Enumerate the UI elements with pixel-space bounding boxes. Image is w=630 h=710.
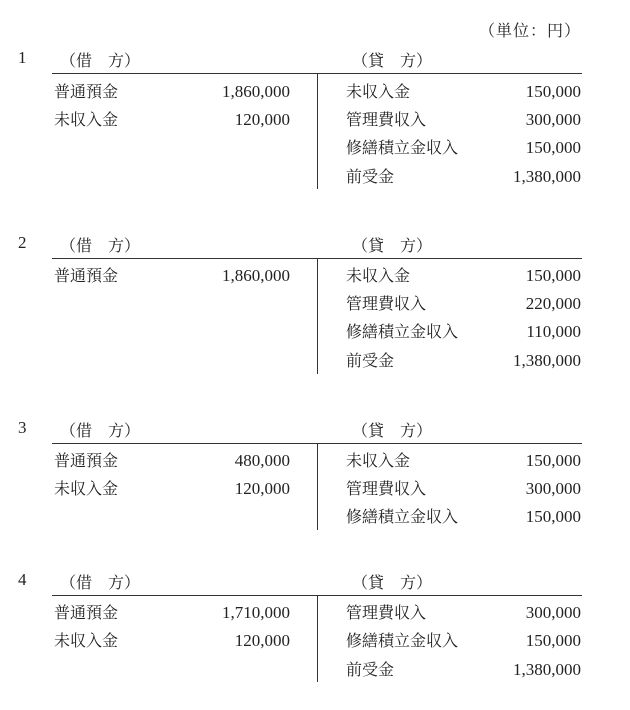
column-divider: [317, 258, 318, 374]
credit-amount: 110,000: [526, 322, 581, 341]
debit-amount: 1,710,000: [222, 603, 290, 622]
entry-number: 2: [18, 233, 27, 252]
credit-account: 修繕積立金収入: [346, 322, 459, 341]
debit-account: 普通預金: [54, 82, 119, 101]
debit-amount: 120,000: [234, 479, 290, 498]
column-divider: [317, 595, 318, 682]
debit-header: （借 方）: [60, 421, 141, 440]
credit-header: （貸 方）: [352, 236, 433, 255]
credit-account: 未収入金: [346, 82, 411, 101]
debit-header: （借 方）: [60, 236, 141, 255]
debit-header: （借 方）: [60, 573, 141, 592]
credit-header: （貸 方）: [352, 421, 433, 440]
credit-amount: 150,000: [525, 631, 581, 650]
debit-amount: 1,860,000: [222, 266, 290, 285]
credit-amount: 150,000: [525, 138, 581, 157]
credit-account: 未収入金: [346, 266, 411, 285]
credit-amount: 150,000: [525, 451, 581, 470]
entry-number: 3: [18, 418, 27, 437]
debit-amount: 120,000: [234, 631, 290, 650]
credit-account: 管理費収入: [346, 110, 427, 129]
entry-number: 1: [18, 48, 27, 67]
credit-amount: 300,000: [525, 603, 581, 622]
credit-account: 前受金: [346, 660, 395, 679]
credit-account: 管理費収入: [346, 603, 427, 622]
credit-amount: 1,380,000: [513, 660, 581, 679]
credit-account: 前受金: [346, 167, 395, 186]
column-divider: [317, 443, 318, 530]
credit-amount: 1,380,000: [513, 167, 581, 186]
column-divider: [317, 73, 318, 189]
debit-account: 未収入金: [54, 479, 119, 498]
credit-account: 修繕積立金収入: [346, 631, 459, 650]
debit-account: 普通預金: [54, 451, 119, 470]
credit-amount: 150,000: [525, 82, 581, 101]
credit-amount: 220,000: [525, 294, 581, 313]
credit-amount: 150,000: [525, 507, 581, 526]
credit-amount: 1,380,000: [513, 351, 581, 370]
credit-amount: 300,000: [525, 479, 581, 498]
credit-amount: 150,000: [525, 266, 581, 285]
credit-account: 管理費収入: [346, 294, 427, 313]
credit-account: 修繕積立金収入: [346, 507, 459, 526]
credit-amount: 300,000: [525, 110, 581, 129]
credit-account: 修繕積立金収入: [346, 138, 459, 157]
debit-amount: 480,000: [234, 451, 290, 470]
entry-number: 4: [18, 570, 27, 589]
credit-header: （貸 方）: [352, 51, 433, 70]
credit-account: 前受金: [346, 351, 395, 370]
credit-header: （貸 方）: [352, 573, 433, 592]
debit-account: 普通預金: [54, 603, 119, 622]
credit-account: 未収入金: [346, 451, 411, 470]
debit-header: （借 方）: [60, 51, 141, 70]
debit-amount: 1,860,000: [222, 82, 290, 101]
credit-account: 管理費収入: [346, 479, 427, 498]
debit-account: 普通預金: [54, 266, 119, 285]
debit-account: 未収入金: [54, 631, 119, 650]
unit-label: （単位：円）: [478, 21, 581, 40]
debit-account: 未収入金: [54, 110, 119, 129]
debit-amount: 120,000: [234, 110, 290, 129]
